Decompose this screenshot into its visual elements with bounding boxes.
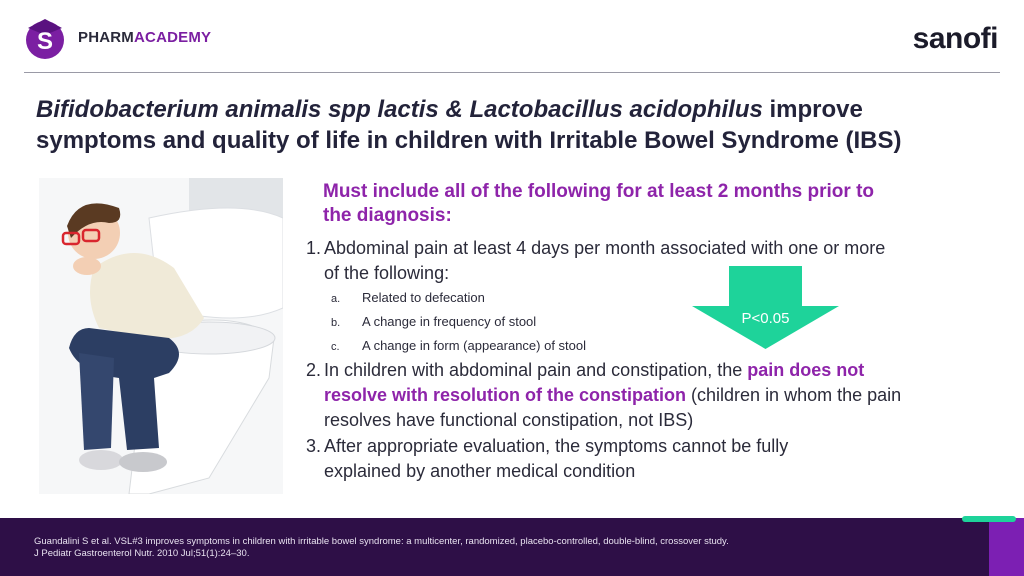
title-rest: improve symptoms and quality of life in children with Irritable Bowel Syndrome (IBS) — [36, 96, 902, 154]
logo-text-primary: PHARM — [78, 28, 134, 46]
logo-text — [78, 29, 211, 46]
pharmacademy-logo — [22, 14, 211, 60]
item-text-after: (children in whom the pain resolves have functional constipation, not IBS) — [324, 385, 902, 430]
sub-item-c — [331, 338, 586, 353]
sub-item-letter: b. — [331, 317, 341, 329]
badge-letter: S — [36, 28, 54, 55]
sanofi-logo: sanofi — [912, 22, 998, 55]
reference-line-1: Guandalini S et al. VSL#3 improves symptoms in children with irritable bowel syndrome: a multicenter, randomized, placebo-controlled, double-blind, crossover study. — [34, 536, 729, 547]
criteria-item-2 — [306, 358, 906, 433]
sub-item-b — [331, 314, 536, 329]
footer-accent-block — [989, 518, 1024, 576]
item-text-before: In children with abdominal pain and constipation, the — [324, 360, 748, 380]
sub-item-letter: c. — [331, 341, 340, 353]
title-italic-part: Bifidobacterium animalis spp lactis & Lactobacillus acidophilus — [36, 96, 763, 123]
pharmacademy-badge-icon — [22, 14, 68, 60]
reference-line-2: J Pediatr Gastroenterol Nutr. 2010 Jul;51(1):24–30. — [34, 548, 250, 559]
item-number: 2. — [306, 360, 322, 380]
sub-item-text: A change in form (appearance) of stool — [362, 338, 587, 353]
footer-bar — [0, 518, 1024, 576]
criteria-item-3 — [306, 434, 866, 484]
child-on-toilet-photo — [39, 178, 283, 494]
footer-green-accent — [962, 516, 1016, 522]
item-text: Abdominal pain at least 4 days per month associated with one or more of the following: — [324, 238, 886, 283]
down-arrow-icon — [692, 266, 839, 349]
sub-item-text: A change in frequency of stool — [362, 314, 537, 329]
item-number: 1. — [306, 238, 322, 258]
sub-item-a — [331, 290, 485, 305]
logo-text-secondary: ACADEMY — [134, 28, 212, 46]
sub-item-letter: a. — [331, 293, 341, 305]
item-text — [306, 358, 906, 433]
slide-title — [36, 94, 986, 156]
sub-item-text: Related to defecation — [362, 290, 485, 305]
item-text: After appropriate evaluation, the symptoms cannot be fully explained by another medical condition — [324, 436, 789, 481]
item-text-highlight: pain does not resolve with resolution of the constipation — [324, 360, 865, 405]
header-divider — [24, 72, 1000, 73]
p-value-label: P<0.05 — [741, 310, 790, 327]
criteria-heading: Must include all of the following for at least 2 months prior to the diagnosis: — [323, 181, 875, 226]
item-number: 3. — [306, 436, 322, 456]
